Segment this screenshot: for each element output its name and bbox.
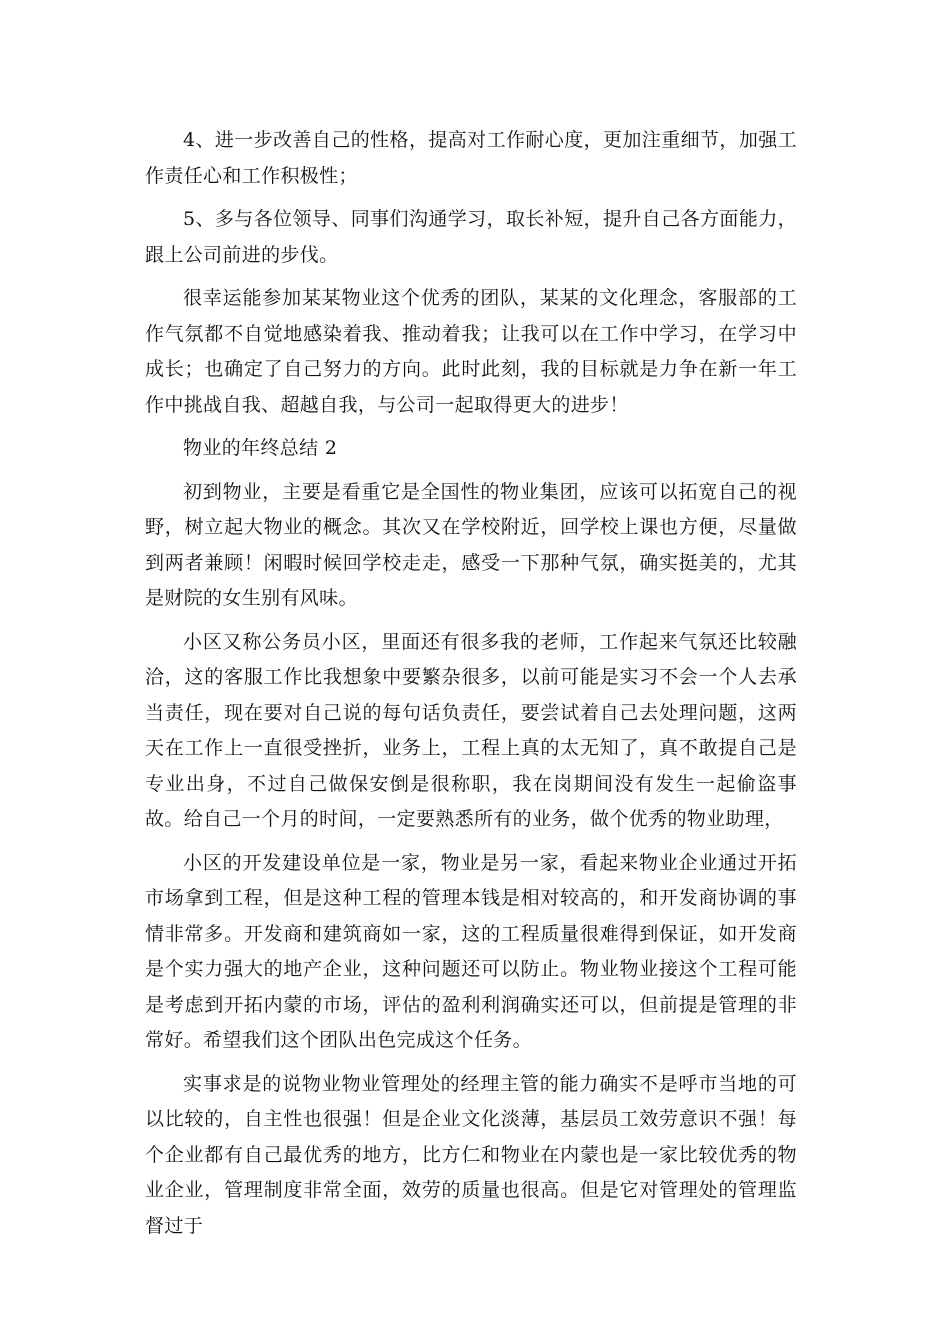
- document-body: [145, 123, 797, 1252]
- paragraph-management-assessment: 实事求是的说物业物业管理处的经理主管的能力确实不是呼市当地的可以比较的，自主性也很强！但是企业文化淡薄，基层员工效劳意识不强！每个企业都有自己最优秀的地方，比方仁和物业在内蒙也是一家比较优秀的物业企业，管理制度非常全面，效劳的质量也很高。但是它对管理处的管理监督过于: [145, 1072, 797, 1237]
- paragraph-community-work: 小区又称公务员小区，里面还有很多我的老师，工作起来气氛还比较融洽，这的客服工作比我想象中要繁杂很多，以前可能是实习不会一个人去承当责任，现在要对自己说的每句话负责任，要尝试着自己去处理问题，这两天在工作上一直很受挫折，业务上，工程上真的太无知了，真不敢提自己是专业出身，不过自己做保安倒是很称职，我在岗期间没有发生一起偷盗事故。给自己一个月的时间，一定要熟悉所有的业务，做个优秀的物业助理，: [145, 630, 797, 830]
- paragraph-improve-character: 4、进一步改善自己的性格，提高对工作耐心度，更加注重细节，加强工作责任心和工作积极性；: [145, 129, 797, 187]
- paragraph-developer-relations: 小区的开发建设单位是一家，物业是另一家，看起来物业企业通过开拓市场拿到工程，但是这种工程的管理本钱是相对较高的，和开发商协调的事情非常多。开发商和建筑商如一家，这的工程质量很难得到保证，如开发商是个实力强大的地产企业，这种问题还可以防止。物业物业接这个工程可能是考虑到开拓内蒙的市场，评估的盈利利润确实还可以，但前提是管理的非常好。希望我们这个团队出色完成这个任务。: [145, 851, 797, 1051]
- paragraph-first-arrival: 初到物业，主要是看重它是全国性的物业集团，应该可以拓宽自己的视野，树立起大物业的概念。其次又在学校附近，回学校上课也方便，尽量做到两者兼顾！闲暇时候回学校走走，感受一下那种气氛，确实挺美的，尤其是财院的女生别有风味。: [145, 480, 797, 609]
- section-heading: 物业的年终总结 2: [183, 437, 338, 459]
- paragraph-communicate-learn: 5、多与各位领导、同事们沟通学习，取长补短，提升自己各方面能力，跟上公司前进的步伐。: [145, 208, 797, 266]
- paragraph-team-gratitude: 很幸运能参加某某物业这个优秀的团队，某某的文化理念，客服部的工作气氛都不自觉地感染着我、推动着我；让我可以在工作中学习，在学习中成长；也确定了自己努力的方向。此时此刻，我的目标就是力争在新一年工作中挑战自我、超越自我，与公司一起取得更大的进步！: [145, 287, 797, 416]
